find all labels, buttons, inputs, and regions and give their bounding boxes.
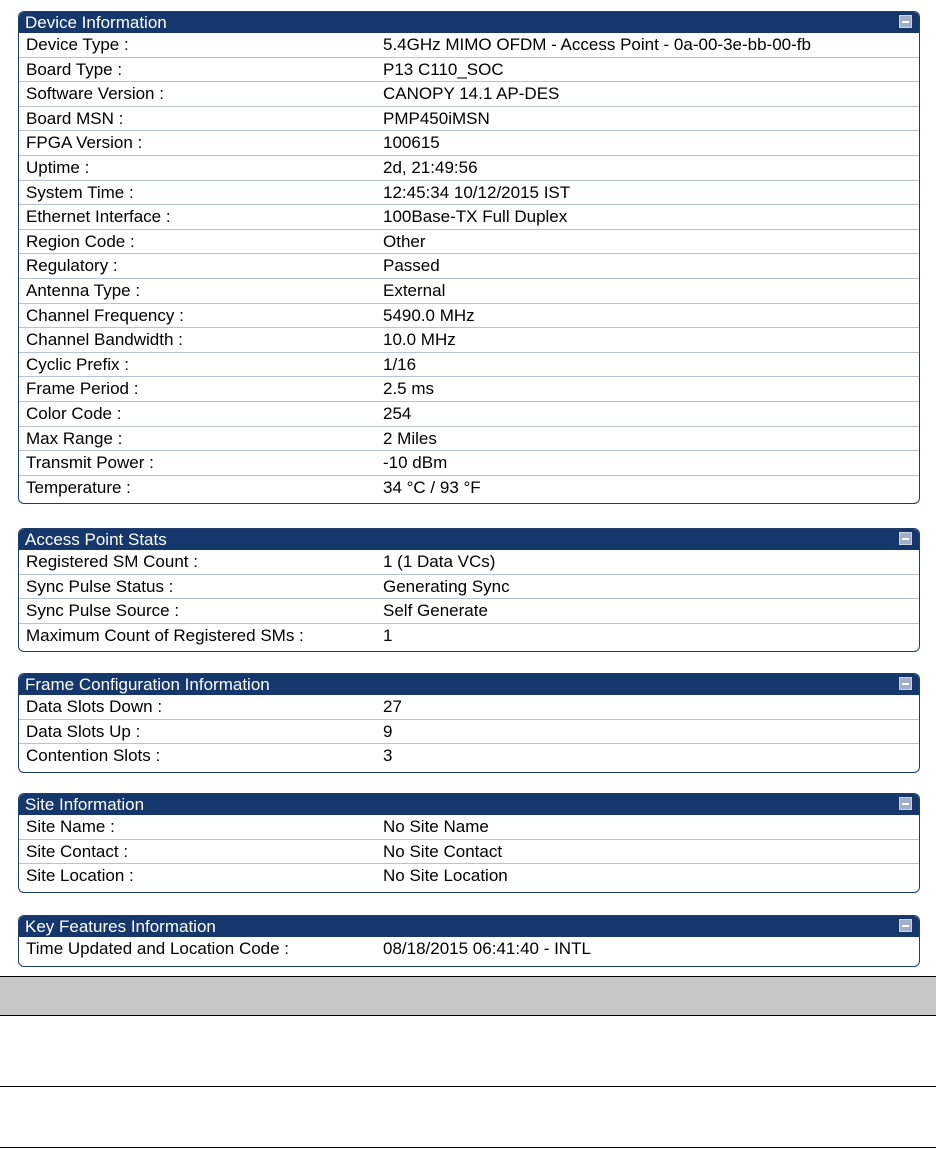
- row-value: CANOPY 14.1 AP-DES: [383, 84, 560, 104]
- panel-title: Site Information: [25, 795, 145, 814]
- row-value: Passed: [383, 256, 440, 276]
- collapse-icon[interactable]: [899, 532, 912, 545]
- row-label: Channel Bandwidth :: [26, 330, 183, 350]
- site-information-panel: [18, 793, 920, 893]
- table-row: [19, 864, 919, 889]
- panel-title: Access Point Stats: [25, 530, 167, 549]
- panel-title: Frame Configuration Information: [25, 675, 270, 694]
- row-label: Board Type :: [26, 59, 123, 79]
- table-row: [19, 230, 919, 255]
- table-row: [19, 575, 919, 600]
- row-label: Cyclic Prefix :: [26, 354, 129, 374]
- table-row: [19, 840, 919, 865]
- empty-table-row: [0, 1087, 936, 1148]
- site-rows: [19, 815, 919, 889]
- table-row: [19, 328, 919, 353]
- row-value: Self Generate: [383, 601, 488, 621]
- row-label: Sync Pulse Source :: [26, 601, 180, 621]
- frame-configuration-panel: [18, 673, 920, 773]
- table-row: [19, 624, 919, 649]
- panel-header: [19, 12, 919, 33]
- table-row: [19, 377, 919, 402]
- table-row: [19, 304, 919, 329]
- row-value: 1: [383, 625, 393, 645]
- row-label: Board MSN :: [26, 108, 124, 128]
- table-row: [19, 937, 919, 962]
- panel-header: [19, 529, 919, 550]
- table-row: [19, 402, 919, 427]
- table-row: [19, 254, 919, 279]
- row-value: 9: [383, 721, 393, 741]
- row-value: No Site Contact: [383, 841, 503, 861]
- row-value: 12:45:34 10/12/2015 IST: [383, 182, 571, 202]
- row-label: Contention Slots :: [26, 746, 161, 766]
- row-value: 08/18/2015 06:41:40 - INTL: [383, 939, 591, 958]
- table-row: [19, 205, 919, 230]
- table-row: [19, 550, 919, 575]
- row-label: Device Type :: [26, 35, 129, 54]
- row-value: 254: [383, 403, 412, 423]
- row-label: FPGA Version :: [26, 133, 143, 153]
- row-label: Ethernet Interface :: [26, 207, 171, 227]
- frame-rows: [19, 695, 919, 769]
- row-label: Max Range :: [26, 428, 123, 448]
- panel-header: [19, 674, 919, 695]
- table-row: [19, 599, 919, 624]
- features-rows: [19, 937, 919, 962]
- row-value: 34 °C / 93 °F: [383, 477, 481, 497]
- device-information-panel: [18, 11, 920, 504]
- row-value: External: [383, 280, 446, 300]
- table-row: [19, 58, 919, 83]
- table-row: [19, 82, 919, 107]
- row-label: Transmit Power :: [26, 453, 154, 473]
- table-row: [19, 476, 919, 501]
- row-value: 100615: [383, 133, 440, 153]
- row-label: Time Updated and Location Code :: [26, 939, 290, 958]
- row-value: No Site Location: [383, 866, 508, 886]
- row-label: Site Name :: [26, 817, 115, 836]
- row-label: Antenna Type :: [26, 280, 141, 300]
- row-value: P13 C110_SOC: [383, 59, 504, 79]
- table-row: [19, 427, 919, 452]
- row-label: Color Code :: [26, 403, 122, 423]
- row-value: 27: [383, 697, 402, 716]
- table-row: [19, 181, 919, 206]
- table-row: [19, 131, 919, 156]
- row-label: Frame Period :: [26, 379, 139, 399]
- device-rows: [19, 33, 919, 500]
- panel-title: Key Features Information: [25, 917, 216, 936]
- row-value: 10.0 MHz: [383, 330, 456, 350]
- collapse-icon[interactable]: [899, 797, 912, 810]
- collapse-icon[interactable]: [899, 919, 912, 932]
- row-value: 1/16: [383, 354, 417, 374]
- table-row: [19, 353, 919, 378]
- row-value: -10 dBm: [383, 453, 448, 473]
- row-label: Uptime :: [26, 157, 90, 177]
- table-row: [19, 451, 919, 476]
- row-label: System Time :: [26, 182, 134, 202]
- table-row: [19, 279, 919, 304]
- row-value: PMP450iMSN: [383, 108, 490, 128]
- table-row: [19, 695, 919, 720]
- row-value: 2.5 ms: [383, 379, 435, 399]
- row-label: Registered SM Count :: [26, 552, 198, 571]
- row-value: 5.4GHz MIMO OFDM - Access Point - 0a-00-3e-bb-00-fb: [383, 35, 811, 54]
- row-value: Generating Sync: [383, 576, 510, 596]
- table-row: [19, 720, 919, 745]
- row-value: 2d, 21:49:56: [383, 157, 478, 177]
- collapse-icon[interactable]: [899, 15, 912, 28]
- row-value: 1 (1 Data VCs): [383, 552, 496, 571]
- row-value: 2 Miles: [383, 428, 437, 448]
- row-value: No Site Name: [383, 817, 489, 836]
- row-label: Region Code :: [26, 231, 135, 251]
- row-label: Sync Pulse Status :: [26, 576, 174, 596]
- row-label: Software Version :: [26, 84, 164, 104]
- row-label: Regulatory :: [26, 256, 118, 276]
- row-label: Site Location :: [26, 866, 134, 886]
- panel-header: [19, 916, 919, 937]
- table-row: [19, 107, 919, 132]
- row-value: 100Base-TX Full Duplex: [383, 207, 568, 227]
- key-features-panel: [18, 915, 920, 967]
- row-label: Temperature :: [26, 477, 131, 497]
- table-row: [19, 744, 919, 769]
- row-value: 5490.0 MHz: [383, 305, 475, 325]
- row-label: Channel Frequency :: [26, 305, 184, 325]
- row-value: 3: [383, 746, 393, 766]
- row-label: Data Slots Down :: [26, 697, 163, 716]
- table-row: [19, 33, 919, 58]
- row-value: Other: [383, 231, 426, 251]
- panel-header: [19, 794, 919, 815]
- row-label: Maximum Count of Registered SMs :: [26, 625, 304, 645]
- table-row: [19, 815, 919, 840]
- row-label: Data Slots Up :: [26, 721, 141, 741]
- empty-table-row: [0, 1016, 936, 1087]
- panel-title: Device Information: [25, 13, 167, 32]
- access-point-stats-panel: [18, 528, 920, 652]
- row-label: Site Contact :: [26, 841, 129, 861]
- table-row: [19, 156, 919, 181]
- table-header-bar: [0, 976, 936, 1016]
- ap-stats-rows: [19, 550, 919, 648]
- collapse-icon[interactable]: [899, 677, 912, 690]
